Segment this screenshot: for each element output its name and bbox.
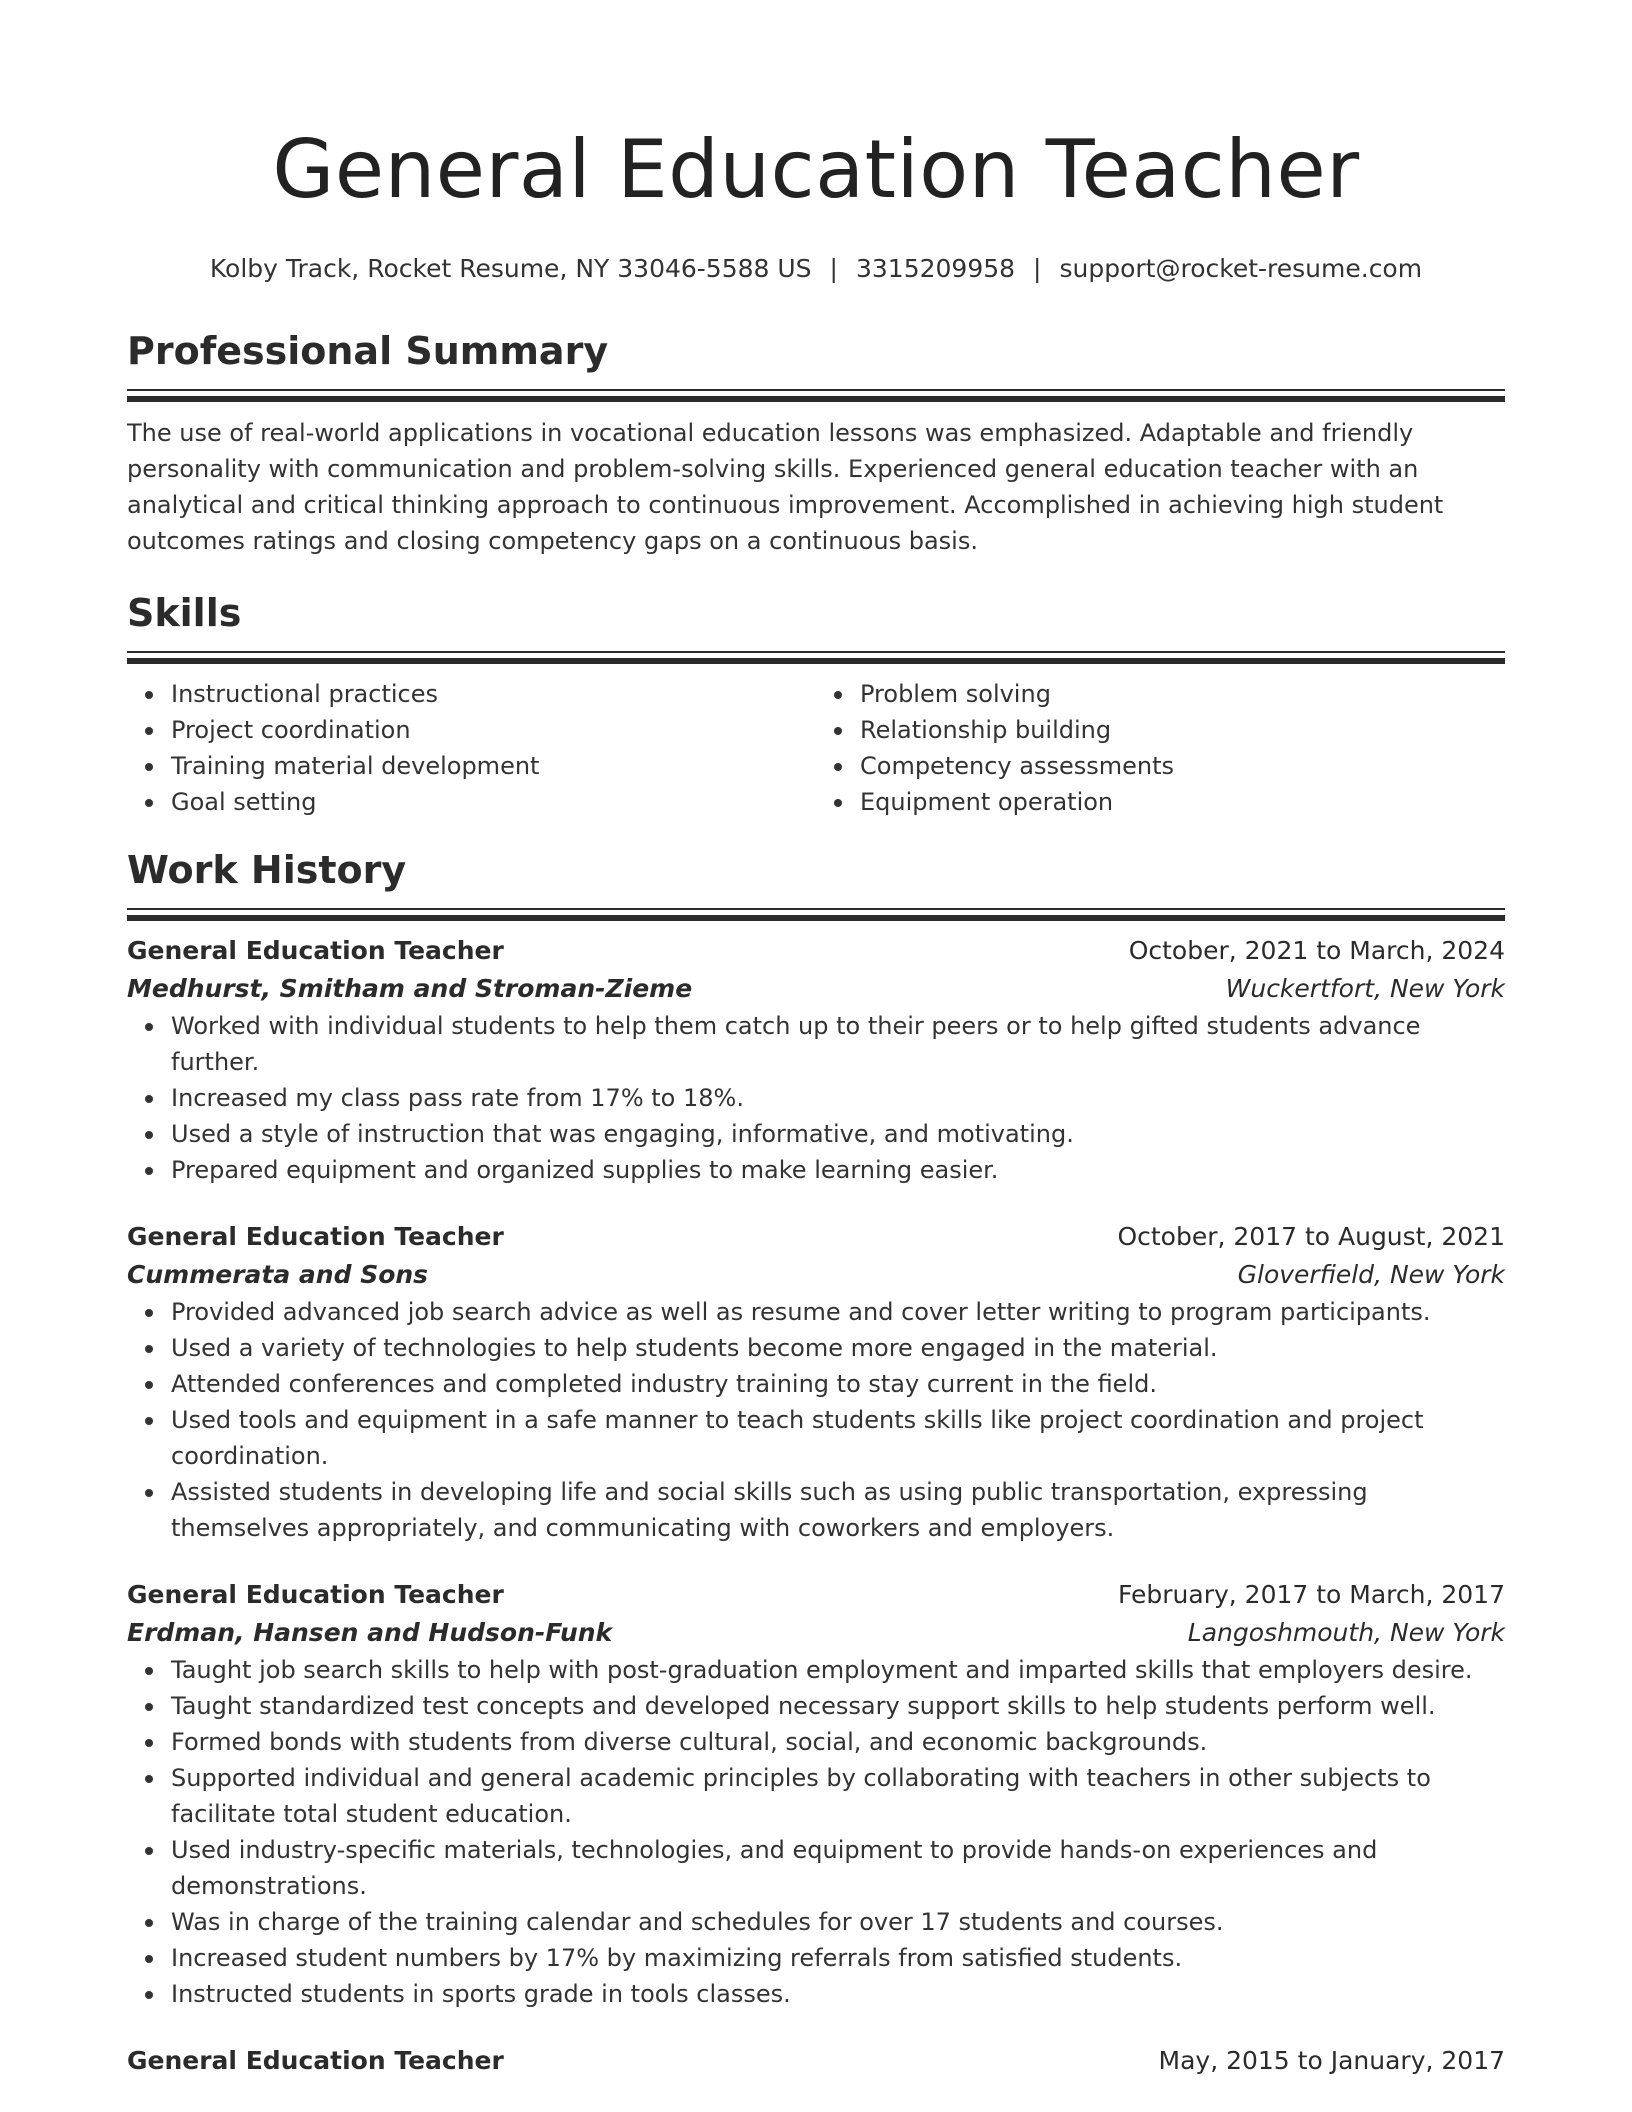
job-subheader: [127, 1256, 1505, 1294]
job-location: Gloverfield, New York: [1237, 1260, 1505, 1289]
job-bullet: Was in charge of the training calendar and schedules for over 17 students and courses.: [171, 1904, 1505, 1940]
job-dates: May, 2015 to January, 2017: [1158, 2046, 1505, 2075]
job-entry: [127, 1218, 1505, 1546]
summary-text: The use of real-world applications in vocational education lessons was emphasized. Adaptable and friendly personality with communication and problem-solving skills. Experienced general education teacher with an analytical and critical thinking approach to continuous improvement. Accomplished in achieving high student outcomes ratings and closing competency gaps on a continuous basis.: [127, 419, 1444, 555]
work-title: Work History: [127, 848, 407, 892]
job-bullet: Taught job search skills to help with post-graduation employment and imparted skills that employers desire.: [171, 1652, 1505, 1688]
job-entry: [127, 2042, 1505, 2080]
contact-separator: |: [829, 254, 838, 283]
job-dates: February, 2017 to March, 2017: [1117, 1580, 1505, 1609]
job-bullet: Worked with individual students to help them catch up to their peers or to help gifted students advance further.: [171, 1008, 1505, 1080]
job-entry: [127, 932, 1505, 1188]
job-bullet: Used tools and equipment in a safe manner to teach students skills like project coordination and project coordination.: [171, 1402, 1505, 1474]
job-bullets: [127, 1008, 1505, 1188]
job-location: Langoshmouth, New York: [1187, 1618, 1505, 1647]
job-subheader: [127, 1614, 1505, 1652]
skills-column-left: [127, 676, 816, 820]
summary-title: Professional Summary: [127, 329, 609, 373]
job-bullet: Used a variety of technologies to help students become more engaged in the material.: [171, 1330, 1505, 1366]
skills-title: Skills: [127, 591, 242, 635]
skills-grid: [127, 676, 1505, 820]
job-header: [127, 1576, 1505, 1614]
job-bullet: Formed bonds with students from diverse cultural, social, and economic backgrounds.: [171, 1724, 1505, 1760]
skill-item: Competency assessments: [860, 748, 1505, 784]
job-company: Medhurst, Smitham and Stroman-Zieme: [127, 974, 693, 1003]
job-title: General Education Teacher: [127, 1580, 504, 1609]
contact-email: support@rocket-resume.com: [1059, 254, 1423, 283]
job-dates: October, 2017 to August, 2021: [1117, 1222, 1505, 1251]
job-location: Wuckertfort, New York: [1225, 974, 1505, 1003]
job-bullet: Increased my class pass rate from 17% to 18%.: [171, 1080, 1505, 1116]
resume-name: General Education Teacher: [272, 123, 1360, 216]
job-company: Cummerata and Sons: [127, 1260, 429, 1289]
contact-separator: |: [1033, 254, 1042, 283]
contact-address: Kolby Track, Rocket Resume, NY 33046-5588 US: [209, 254, 812, 283]
job-bullets: [127, 1652, 1505, 2012]
section-divider: [127, 651, 1505, 659]
skills-list-left: [127, 676, 816, 820]
skill-item: Relationship building: [860, 712, 1505, 748]
skills-list-right: [816, 676, 1505, 820]
job-bullet: Provided advanced job search advice as well as resume and cover letter writing to program participants.: [171, 1294, 1505, 1330]
job-header: [127, 1218, 1505, 1256]
job-bullet: Used a style of instruction that was engaging, informative, and motivating.: [171, 1116, 1505, 1152]
skills-column-right: [816, 676, 1505, 820]
skill-item: Training material development: [171, 748, 816, 784]
job-bullet: Instructed students in sports grade in tools classes.: [171, 1976, 1505, 2012]
summary-section: [127, 326, 1505, 559]
job-header: [127, 2042, 1505, 2080]
contact-line: [127, 252, 1505, 286]
job-dates: October, 2021 to March, 2024: [1128, 936, 1505, 965]
skill-item: Problem solving: [860, 676, 1505, 712]
skill-item: Equipment operation: [860, 784, 1505, 820]
job-bullet: Increased student numbers by 17% by maximizing referrals from satisfied students.: [171, 1940, 1505, 1976]
job-title: General Education Teacher: [127, 1222, 504, 1251]
job-bullet: Attended conferences and completed industry training to stay current in the field.: [171, 1366, 1505, 1402]
section-divider: [127, 908, 1505, 916]
job-bullet: Supported individual and general academic principles by collaborating with teachers in other subjects to facilitate total student education.: [171, 1760, 1505, 1832]
skill-item: Instructional practices: [171, 676, 816, 712]
skills-section: [127, 588, 1505, 820]
skill-item: Goal setting: [171, 784, 816, 820]
contact-phone: 3315209958: [855, 254, 1016, 283]
job-title: General Education Teacher: [127, 2046, 504, 2075]
job-header: [127, 932, 1505, 970]
job-subheader: [127, 970, 1505, 1008]
job-entry: [127, 1576, 1505, 2012]
job-bullet: Assisted students in developing life and social skills such as using public transportation, expressing themselves appropriately, and communicating with coworkers and employers.: [171, 1474, 1505, 1546]
job-bullets: [127, 1294, 1505, 1546]
skill-item: Project coordination: [171, 712, 816, 748]
section-divider: [127, 389, 1505, 397]
job-bullet: Prepared equipment and organized supplies to make learning easier.: [171, 1152, 1505, 1188]
job-title: General Education Teacher: [127, 936, 504, 965]
job-bullet: Taught standardized test concepts and developed necessary support skills to help students perform well.: [171, 1688, 1505, 1724]
job-bullet: Used industry-specific materials, technologies, and equipment to provide hands-on experiences and demonstrations.: [171, 1832, 1505, 1904]
work-section: [127, 845, 1505, 2080]
job-company: Erdman, Hansen and Hudson-Funk: [127, 1618, 613, 1647]
